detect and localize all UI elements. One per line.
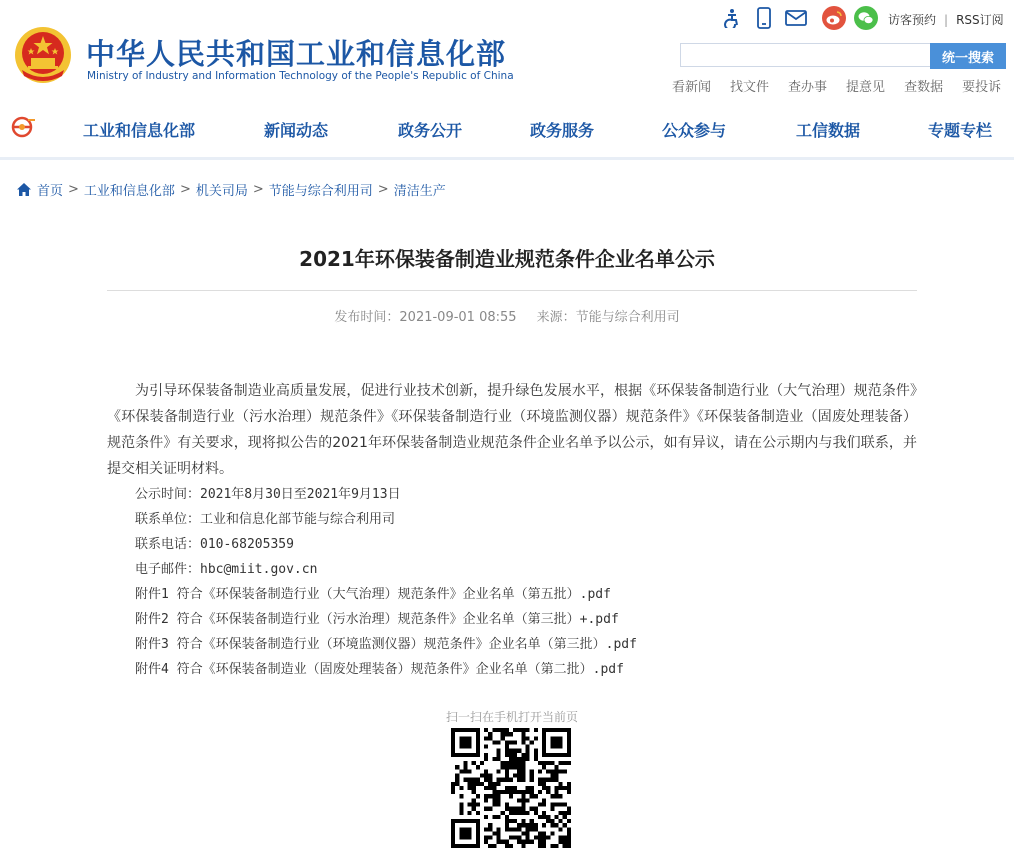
visitor-booking-link[interactable]: 访客预约 bbox=[888, 13, 937, 27]
quick-link-files[interactable]: 找文件 bbox=[730, 80, 770, 95]
wechat-icon[interactable] bbox=[854, 6, 878, 30]
search-button[interactable]: 统一搜索 bbox=[930, 43, 1006, 69]
qr-label: 扫一扫在手机打开当前页 bbox=[445, 710, 578, 724]
nav-item-topics[interactable]: 专题专栏 bbox=[928, 121, 993, 140]
qr-code bbox=[451, 728, 571, 848]
quick-link-feedback[interactable]: 提意见 bbox=[846, 80, 886, 95]
national-emblem bbox=[14, 26, 72, 84]
nav-item-data[interactable]: 工信数据 bbox=[796, 121, 861, 140]
article-divider bbox=[107, 290, 917, 291]
breadcrumb-home[interactable]: 首页 bbox=[37, 184, 64, 199]
quick-link-news[interactable]: 看新闻 bbox=[672, 80, 712, 95]
nav-item-news[interactable]: 新闻动态 bbox=[264, 121, 329, 140]
quick-links bbox=[672, 76, 1001, 95]
breadcrumb-energy-dept[interactable]: 节能与综合利用司 bbox=[268, 184, 373, 199]
notice-period: 公示时间：2021年8月30日至2021年9月13日 bbox=[135, 487, 401, 502]
mail-icon[interactable] bbox=[784, 6, 808, 30]
contact-email: 电子邮件：hbc@miit.gov.cn bbox=[135, 562, 318, 577]
breadcrumb: 首页 > 工业和信息化部 > 机关司局 > 节能与综合利用司 > 清洁生产 bbox=[17, 180, 446, 199]
nav-item-gov-services[interactable]: 政务服务 bbox=[530, 121, 595, 140]
attachment-link-1[interactable]: 附件1 符合《环保装备制造行业（大气治理）规范条件》企业名单（第五批）.pdf bbox=[135, 587, 611, 602]
attachment-link-3[interactable]: 附件3 符合《环保装备制造行业（环境监测仪器）规范条件》企业名单（第三批）.pdf bbox=[135, 637, 637, 652]
nav-item-gov-affairs[interactable]: 政务公开 bbox=[398, 121, 463, 140]
search-input[interactable] bbox=[680, 43, 930, 67]
nav-divider bbox=[0, 157, 1014, 160]
nav-item-miit[interactable]: 工业和信息化部 bbox=[83, 121, 196, 140]
breadcrumb-clean-production[interactable]: 清洁生产 bbox=[393, 184, 446, 199]
top-links: 访客预约 | RSS订阅 bbox=[888, 13, 1004, 27]
article-body bbox=[107, 378, 917, 682]
article-meta bbox=[0, 306, 1014, 325]
attachment-link-4[interactable]: 附件4 符合《环保装备制造业（固废处理装备）规范条件》企业名单（第二批）.pdf bbox=[135, 662, 624, 677]
quick-link-complaint[interactable]: 要投诉 bbox=[962, 80, 1002, 95]
article-source: 来源：节能与综合利用司 bbox=[536, 310, 680, 325]
accessibility-icon[interactable] bbox=[720, 6, 744, 30]
weibo-icon[interactable] bbox=[822, 6, 846, 30]
contact-unit: 联系单位：工业和信息化部节能与综合利用司 bbox=[135, 512, 396, 527]
rss-link[interactable]: RSS订阅 bbox=[956, 13, 1004, 27]
article-title: 2021年环保装备制造业规范条件企业名单公示 bbox=[299, 247, 715, 271]
site-title-en: Ministry of Industry and Information Technology of the People's Republic of China bbox=[87, 70, 514, 82]
article-intro: 为引导环保装备制造业高质量发展，促进行业技术创新，提升绿色发展水平，根据《环保装备制造行业（大气治理）规范条件》《环保装备制造行业（污水治理）规范条件》《环保装备制造行业（环境监测仪器）规范条件》《环保装备制造业（固废处理装备）规范条件》有关要求，现将拟公告的2021年环保装备制造业规范条件企业名单予以公示，如有异议，请在公示期内与我们联系，并提交相关证明材料。 bbox=[107, 383, 917, 477]
publish-time: 发布时间：2021-09-01 08:55 bbox=[334, 310, 517, 325]
home-icon[interactable] bbox=[17, 183, 31, 196]
main-nav bbox=[0, 106, 1014, 150]
attachment-link-2[interactable]: 附件2 符合《环保装备制造行业（污水治理）规范条件》企业名单（第三批）+.pdf bbox=[135, 612, 619, 627]
site-title-cn: 中华人民共和国工业和信息化部 bbox=[86, 37, 507, 71]
contact-phone: 联系电话：010-68205359 bbox=[135, 537, 294, 552]
breadcrumb-departments[interactable]: 机关司局 bbox=[195, 184, 248, 199]
mobile-icon[interactable] bbox=[752, 6, 776, 30]
nav-item-participation[interactable]: 公众参与 bbox=[662, 121, 727, 140]
quick-link-data[interactable]: 查数据 bbox=[904, 80, 944, 95]
quick-link-services[interactable]: 查办事 bbox=[788, 80, 828, 95]
breadcrumb-miit[interactable]: 工业和信息化部 bbox=[83, 184, 175, 199]
top-icon-bar bbox=[720, 6, 886, 30]
